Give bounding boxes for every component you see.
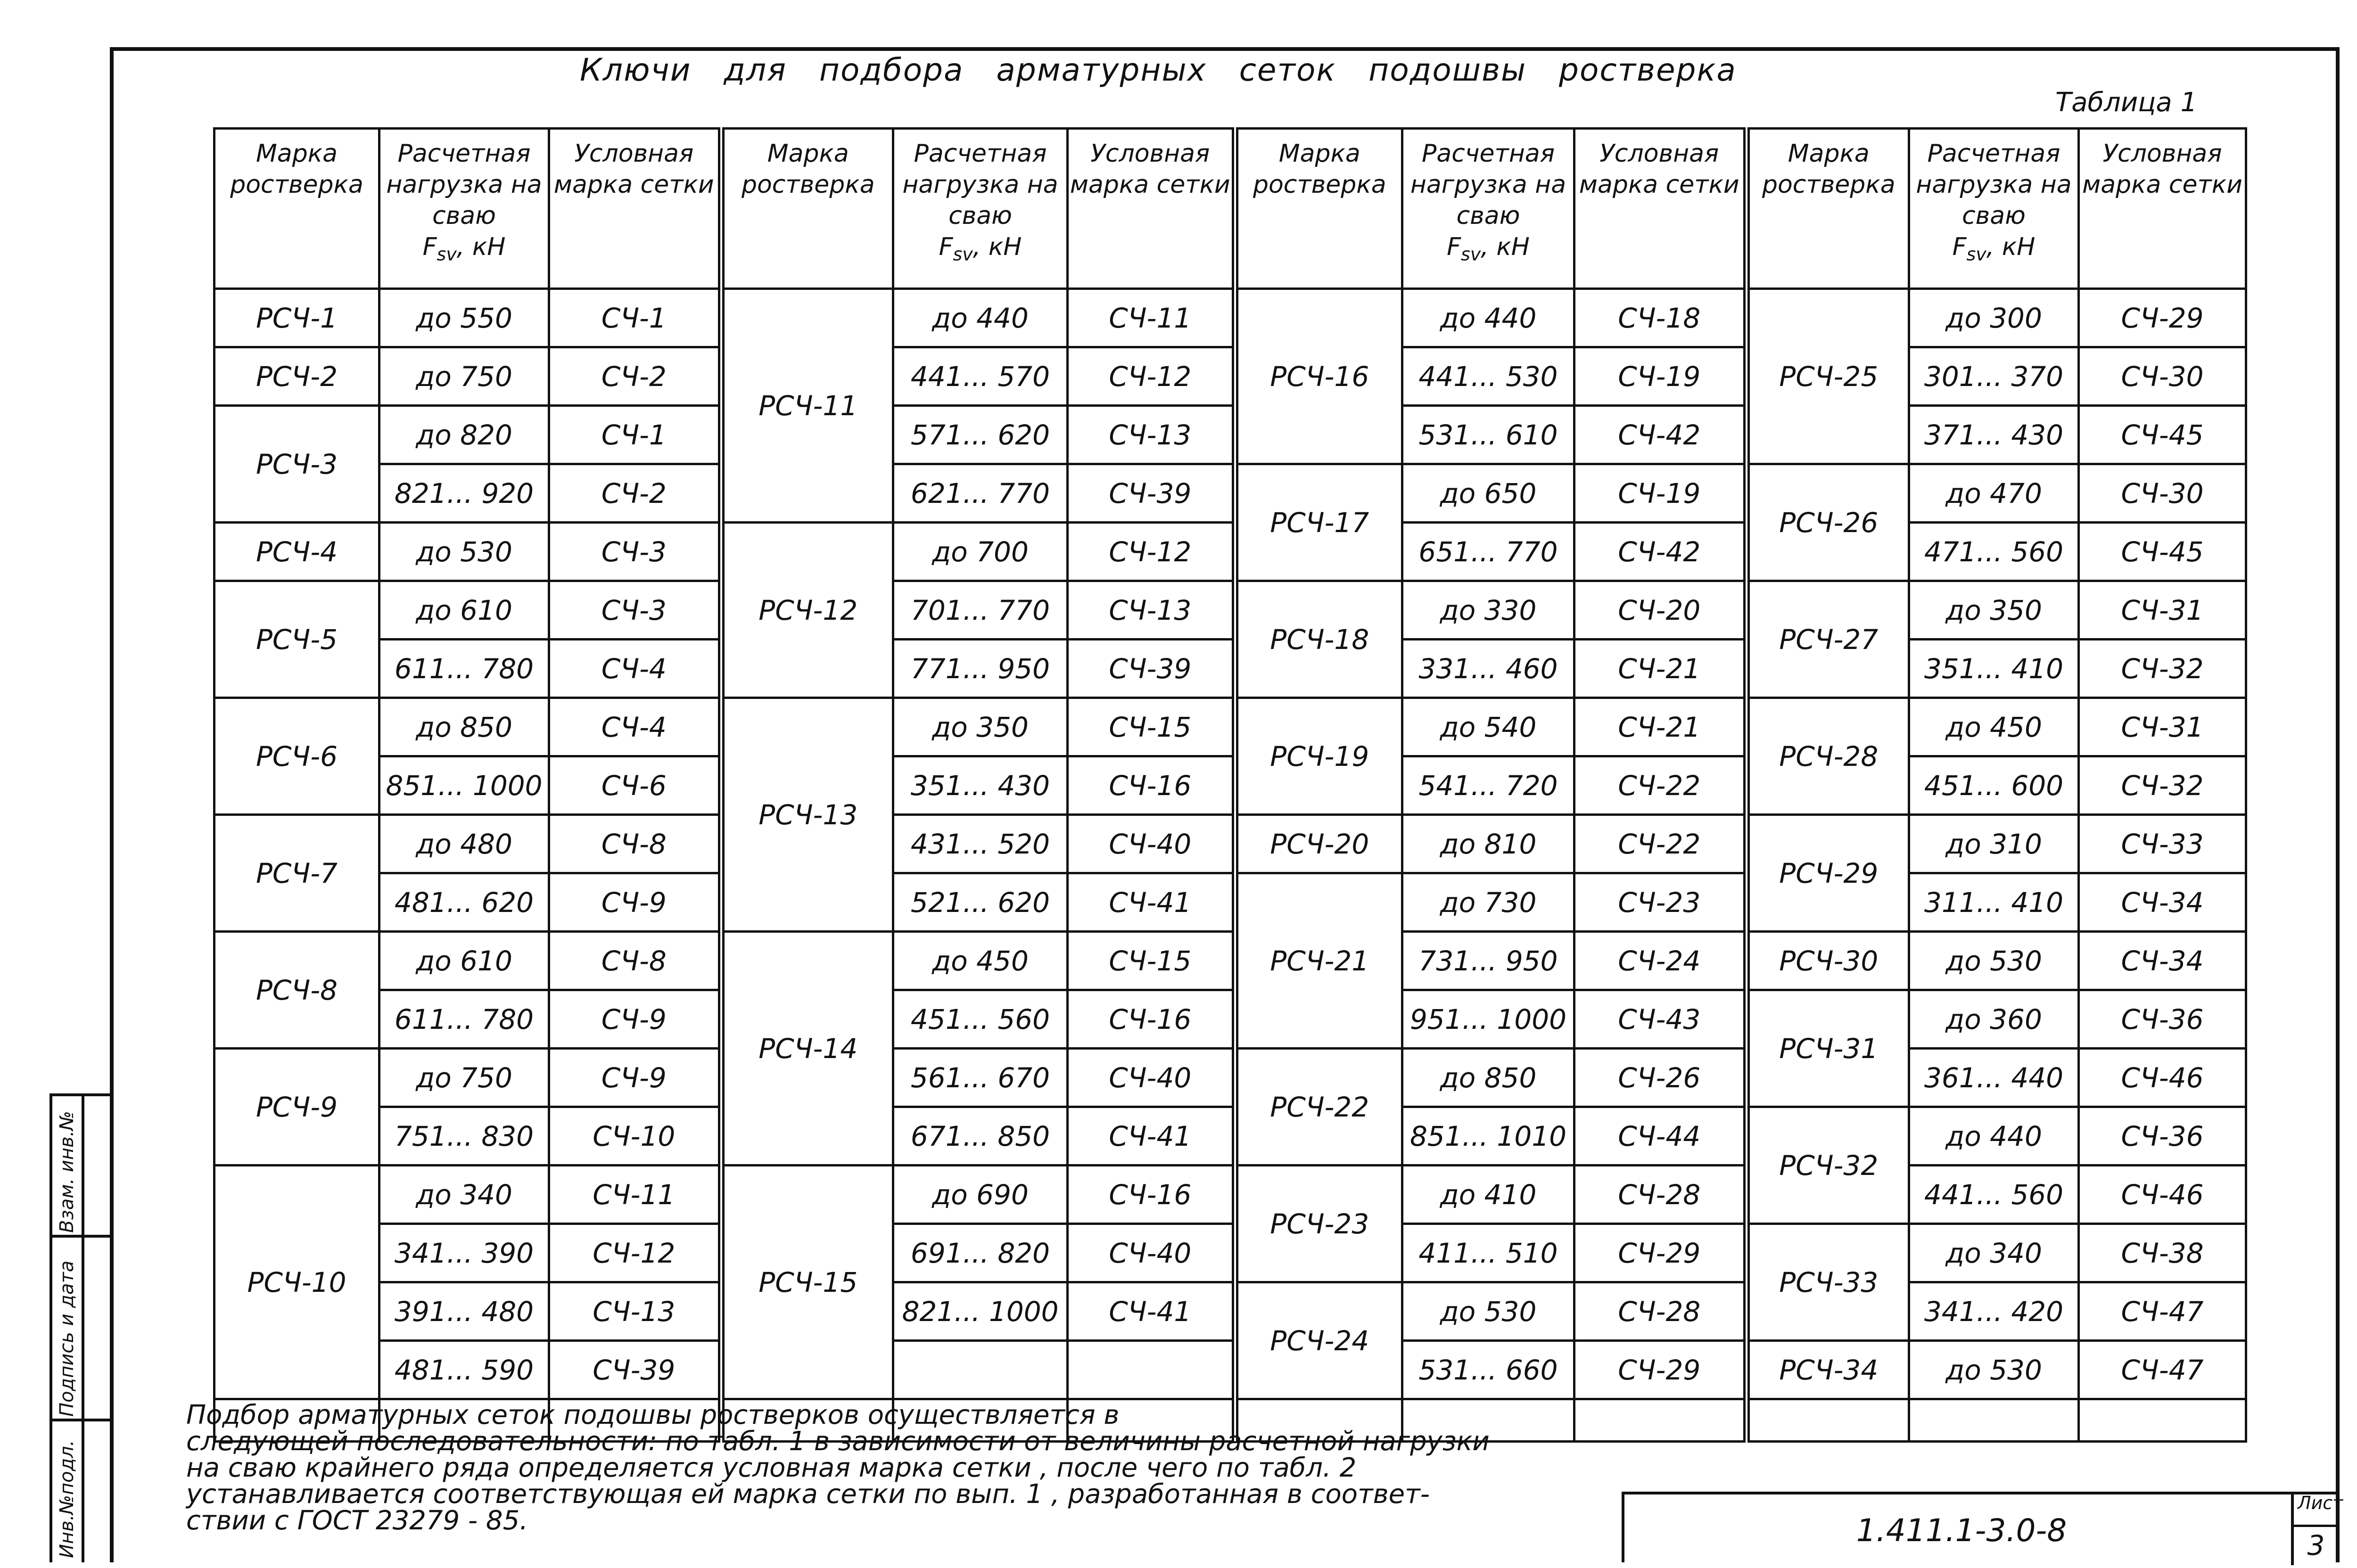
header-mesh-label: Условная марка сетки xyxy=(553,140,714,199)
mesh-cell: СЧ-22 xyxy=(1574,756,1747,815)
load-cell: 561... 670 xyxy=(893,1049,1068,1107)
side-replaced-inv: Взам. инв.№ xyxy=(56,1111,78,1233)
load-cell: до 330 xyxy=(1402,581,1574,640)
load-cell: до 850 xyxy=(379,698,549,756)
note-line: на сваю крайнего ряда определяется условная марка сетки , после чего по табл. 2 xyxy=(186,1453,1357,1483)
mark-cell: РСЧ-27 xyxy=(1747,581,1909,698)
load-cell: до 810 xyxy=(1402,815,1574,873)
table-row xyxy=(214,1224,2246,1282)
load-cell: 611... 780 xyxy=(379,990,549,1049)
mark-cell: РСЧ-14 xyxy=(721,932,893,1166)
load-cell: 851... 1010 xyxy=(1402,1107,1574,1166)
mark-cell: РСЧ-3 xyxy=(214,406,379,523)
mesh-cell: СЧ-40 xyxy=(1068,1224,1235,1282)
header-cell xyxy=(1068,129,1235,289)
load-unit: , кН xyxy=(972,233,1022,261)
mark-cell: РСЧ-13 xyxy=(721,698,893,932)
mesh-cell: СЧ-36 xyxy=(2079,990,2246,1049)
mesh-cell: СЧ-12 xyxy=(1068,523,1235,581)
table-row xyxy=(214,873,2246,932)
mesh-cell: СЧ-20 xyxy=(1574,581,1747,640)
mark-cell: РСЧ-31 xyxy=(1747,990,1909,1107)
mesh-cell xyxy=(1068,1341,1235,1399)
load-cell: до 650 xyxy=(1402,464,1574,523)
header-cell xyxy=(721,129,893,289)
mark-cell: РСЧ-29 xyxy=(1747,815,1909,932)
load-cell: до 340 xyxy=(1909,1224,2079,1282)
load-cell: 571... 620 xyxy=(893,406,1068,464)
mark-cell: РСЧ-10 xyxy=(214,1166,379,1399)
load-cell: до 360 xyxy=(1909,990,2079,1049)
load-cell: 471... 560 xyxy=(1909,523,2079,581)
load-cell: до 610 xyxy=(379,581,549,640)
mark-cell: РСЧ-7 xyxy=(214,815,379,932)
mesh-cell: СЧ-13 xyxy=(549,1282,721,1341)
mesh-cell: СЧ-30 xyxy=(2079,464,2246,523)
mesh-cell: СЧ-32 xyxy=(2079,640,2246,698)
load-cell: 431... 520 xyxy=(893,815,1068,873)
mesh-cell: СЧ-45 xyxy=(2079,406,2246,464)
mark-cell: РСЧ-12 xyxy=(721,523,893,698)
mark-cell: РСЧ-32 xyxy=(1747,1107,1909,1224)
mesh-cell: СЧ-39 xyxy=(1068,640,1235,698)
table-row xyxy=(214,289,2246,347)
load-cell: до 300 xyxy=(1909,289,2079,347)
mesh-cell xyxy=(2079,1399,2246,1442)
load-cell: 771... 950 xyxy=(893,640,1068,698)
mesh-cell: СЧ-31 xyxy=(2079,698,2246,756)
mesh-cell: СЧ-41 xyxy=(1068,1282,1235,1341)
sheet-number: 3 xyxy=(2307,1529,2325,1561)
load-cell: 301... 370 xyxy=(1909,347,2079,406)
document-title: Ключи для подбора арматурных сеток подошвы ростверка xyxy=(580,52,1737,88)
mesh-cell: СЧ-1 xyxy=(549,406,721,464)
mark-cell: РСЧ-15 xyxy=(721,1166,893,1399)
load-subscript: sv xyxy=(437,244,457,265)
mesh-cell: СЧ-28 xyxy=(1574,1282,1747,1341)
load-cell: до 690 xyxy=(893,1166,1068,1224)
load-cell: 521... 620 xyxy=(893,873,1068,932)
table-row xyxy=(214,581,2246,640)
mesh-cell: СЧ-23 xyxy=(1574,873,1747,932)
mark-cell xyxy=(1747,1399,1909,1442)
mesh-cell: СЧ-9 xyxy=(549,873,721,932)
mesh-cell: СЧ-29 xyxy=(1574,1224,1747,1282)
sheet-divider xyxy=(2294,1525,2338,1527)
mark-cell: РСЧ-2 xyxy=(214,347,379,406)
load-cell: 621... 770 xyxy=(893,464,1068,523)
load-cell: 751... 830 xyxy=(379,1107,549,1166)
title-block xyxy=(1622,1492,2343,1562)
mesh-cell: СЧ-42 xyxy=(1574,523,1747,581)
load-cell: до 730 xyxy=(1402,873,1574,932)
load-symbol: F xyxy=(1447,233,1461,261)
table-row xyxy=(214,756,2246,815)
header-load-label: Расчетная нагрузка на сваю xyxy=(386,140,542,230)
load-cell: до 530 xyxy=(1909,932,2079,990)
side-cell-signature xyxy=(52,1238,110,1421)
mesh-cell: СЧ-46 xyxy=(2079,1166,2246,1224)
load-cell: 821... 920 xyxy=(379,464,549,523)
header-load-label: Расчетная нагрузка на сваю xyxy=(1410,140,1566,230)
mesh-cell: СЧ-16 xyxy=(1068,1166,1235,1224)
load-cell: 341... 390 xyxy=(379,1224,549,1282)
load-cell: до 530 xyxy=(1402,1282,1574,1341)
mesh-cell: СЧ-6 xyxy=(549,756,721,815)
load-cell: 481... 590 xyxy=(379,1341,549,1399)
header-cell xyxy=(1402,129,1574,289)
header-cell xyxy=(549,129,721,289)
mesh-cell: СЧ-47 xyxy=(2079,1341,2246,1399)
mark-cell: РСЧ-19 xyxy=(1235,698,1402,815)
load-cell: до 540 xyxy=(1402,698,1574,756)
mark-cell: РСЧ-23 xyxy=(1235,1166,1402,1282)
side-cell-replaced xyxy=(52,1096,110,1238)
load-cell xyxy=(893,1341,1068,1399)
mark-cell: РСЧ-5 xyxy=(214,581,379,698)
load-cell: 451... 600 xyxy=(1909,756,2079,815)
mesh-cell: СЧ-15 xyxy=(1068,698,1235,756)
mesh-cell: СЧ-16 xyxy=(1068,990,1235,1049)
load-cell: 351... 430 xyxy=(893,756,1068,815)
load-cell: 531... 660 xyxy=(1402,1341,1574,1399)
mesh-cell: СЧ-34 xyxy=(2079,932,2246,990)
load-symbol: F xyxy=(1952,233,1967,261)
mesh-cell: СЧ-8 xyxy=(549,932,721,990)
load-cell: 361... 440 xyxy=(1909,1049,2079,1107)
mark-cell: РСЧ-17 xyxy=(1235,464,1402,581)
mesh-cell: СЧ-4 xyxy=(549,640,721,698)
load-subscript: sv xyxy=(1966,244,1986,265)
mark-cell: РСЧ-4 xyxy=(214,523,379,581)
mesh-cell: СЧ-40 xyxy=(1068,1049,1235,1107)
load-cell: до 480 xyxy=(379,815,549,873)
mesh-cell: СЧ-11 xyxy=(549,1166,721,1224)
load-cell: до 820 xyxy=(379,406,549,464)
mark-cell: РСЧ-21 xyxy=(1235,873,1402,1049)
note-line: Подбор арматурных сеток подошвы ростверков осуществляется в xyxy=(186,1400,1120,1430)
mesh-cell: СЧ-12 xyxy=(549,1224,721,1282)
load-cell: до 850 xyxy=(1402,1049,1574,1107)
mark-cell: РСЧ-6 xyxy=(214,698,379,815)
mesh-cell: СЧ-47 xyxy=(2079,1282,2246,1341)
note-line: ствии с ГОСТ 23279 - 85. xyxy=(186,1505,528,1536)
mesh-cell: СЧ-41 xyxy=(1068,873,1235,932)
table-row xyxy=(214,1341,2246,1399)
load-unit: , кН xyxy=(1986,233,2036,261)
load-cell: 691... 820 xyxy=(893,1224,1068,1282)
load-cell xyxy=(1909,1399,2079,1442)
header-cell xyxy=(1909,129,2079,289)
mesh-cell: СЧ-11 xyxy=(1068,289,1235,347)
table-row xyxy=(214,523,2246,581)
mark-cell: РСЧ-33 xyxy=(1747,1224,1909,1341)
note-line: следующей последовательности: по табл. 1 в зависимости от величины расчетной нагрузки xyxy=(186,1426,1490,1457)
load-cell: до 310 xyxy=(1909,815,2079,873)
load-cell: 411... 510 xyxy=(1402,1224,1574,1282)
mesh-cell: СЧ-33 xyxy=(2079,815,2246,873)
mesh-cell: СЧ-2 xyxy=(549,347,721,406)
mesh-cell: СЧ-41 xyxy=(1068,1107,1235,1166)
sheet-box xyxy=(2291,1492,2343,1565)
load-unit: , кН xyxy=(456,233,506,261)
mesh-cell: СЧ-3 xyxy=(549,581,721,640)
mesh-cell: СЧ-29 xyxy=(2079,289,2246,347)
load-cell: 541... 720 xyxy=(1402,756,1574,815)
mesh-cell: СЧ-4 xyxy=(549,698,721,756)
load-cell: до 340 xyxy=(379,1166,549,1224)
mesh-cell: СЧ-40 xyxy=(1068,815,1235,873)
header-mark-label: Марка ростверка xyxy=(230,140,363,199)
mesh-cell: СЧ-38 xyxy=(2079,1224,2246,1282)
mesh-cell: СЧ-45 xyxy=(2079,523,2246,581)
table-row xyxy=(214,815,2246,873)
load-cell: 821... 1000 xyxy=(893,1282,1068,1341)
mark-cell: РСЧ-30 xyxy=(1747,932,1909,990)
mesh-cell: СЧ-13 xyxy=(1068,581,1235,640)
mesh-cell: СЧ-43 xyxy=(1574,990,1747,1049)
mesh-selection-table xyxy=(213,127,2247,1443)
mesh-cell: СЧ-21 xyxy=(1574,640,1747,698)
mesh-cell: СЧ-31 xyxy=(2079,581,2246,640)
mark-cell: РСЧ-11 xyxy=(721,289,893,523)
mesh-cell: СЧ-18 xyxy=(1574,289,1747,347)
table-row xyxy=(214,990,2246,1049)
mesh-cell: СЧ-28 xyxy=(1574,1166,1747,1224)
load-cell: 651... 770 xyxy=(1402,523,1574,581)
header-cell xyxy=(214,129,379,289)
mark-cell: РСЧ-22 xyxy=(1235,1049,1402,1166)
side-stamp xyxy=(49,1093,110,1562)
load-cell: 481... 620 xyxy=(379,873,549,932)
mesh-cell: СЧ-19 xyxy=(1574,464,1747,523)
side-signature-date: Подпись и дата xyxy=(56,1260,78,1417)
mesh-cell: СЧ-16 xyxy=(1068,756,1235,815)
mesh-cell: СЧ-19 xyxy=(1574,347,1747,406)
load-cell: до 610 xyxy=(379,932,549,990)
load-cell: до 530 xyxy=(1909,1341,2079,1399)
mark-cell: РСЧ-8 xyxy=(214,932,379,1049)
side-inv-no: Инв.№подл. xyxy=(56,1440,78,1558)
header-load-label: Расчетная нагрузка на сваю xyxy=(1916,140,2072,230)
load-cell: до 450 xyxy=(893,932,1068,990)
header-cell xyxy=(1235,129,1402,289)
mark-cell: РСЧ-1 xyxy=(214,289,379,347)
table-row xyxy=(214,1166,2246,1224)
load-cell: до 470 xyxy=(1909,464,2079,523)
mesh-cell: СЧ-2 xyxy=(549,464,721,523)
load-cell: 851... 1000 xyxy=(379,756,549,815)
mark-cell: РСЧ-24 xyxy=(1235,1282,1402,1399)
table-row xyxy=(214,698,2246,756)
mesh-cell: СЧ-12 xyxy=(1068,347,1235,406)
header-mark-label: Марка ростверка xyxy=(741,140,875,199)
load-cell: до 750 xyxy=(379,347,549,406)
note-line: устанавливается соответствующая ей марка сетки по вып. 1 , разработанная в соответ- xyxy=(186,1479,1430,1510)
load-cell: 351... 410 xyxy=(1909,640,2079,698)
table-header-row xyxy=(214,129,2246,289)
header-load-label: Расчетная нагрузка на сваю xyxy=(902,140,1058,230)
mesh-cell: СЧ-46 xyxy=(2079,1049,2246,1107)
load-cell: 331... 460 xyxy=(1402,640,1574,698)
mark-cell: РСЧ-16 xyxy=(1235,289,1402,464)
mark-cell: РСЧ-34 xyxy=(1747,1341,1909,1399)
load-symbol: F xyxy=(939,233,953,261)
mark-cell: РСЧ-18 xyxy=(1235,581,1402,698)
mesh-cell: СЧ-30 xyxy=(2079,347,2246,406)
mesh-cell: СЧ-26 xyxy=(1574,1049,1747,1107)
mesh-cell: СЧ-9 xyxy=(549,990,721,1049)
mesh-cell: СЧ-36 xyxy=(2079,1107,2246,1166)
side-cell-inv xyxy=(52,1421,110,1563)
load-cell: до 440 xyxy=(893,289,1068,347)
mesh-cell: СЧ-15 xyxy=(1068,932,1235,990)
header-mesh-label: Условная марка сетки xyxy=(1579,140,1739,199)
load-cell: до 530 xyxy=(379,523,549,581)
header-cell xyxy=(893,129,1068,289)
load-cell: до 750 xyxy=(379,1049,549,1107)
load-symbol: F xyxy=(422,233,437,261)
mark-cell: РСЧ-9 xyxy=(214,1049,379,1166)
load-cell: 441... 530 xyxy=(1402,347,1574,406)
mesh-cell: СЧ-44 xyxy=(1574,1107,1747,1166)
mesh-cell: СЧ-13 xyxy=(1068,406,1235,464)
load-subscript: sv xyxy=(1461,244,1481,265)
document-code: 1.411.1-3.0-8 xyxy=(1856,1512,2067,1549)
mesh-cell: СЧ-34 xyxy=(2079,873,2246,932)
mark-cell: РСЧ-28 xyxy=(1747,698,1909,815)
mesh-cell: СЧ-29 xyxy=(1574,1341,1747,1399)
mesh-cell: СЧ-9 xyxy=(549,1049,721,1107)
load-cell: 451... 560 xyxy=(893,990,1068,1049)
load-unit: , кН xyxy=(1481,233,1530,261)
table-row xyxy=(214,406,2246,464)
sheet-label: Лист xyxy=(2298,1493,2343,1513)
table-row xyxy=(214,464,2246,523)
mesh-cell: СЧ-42 xyxy=(1574,406,1747,464)
mesh-cell: СЧ-1 xyxy=(549,289,721,347)
load-cell: 311... 410 xyxy=(1909,873,2079,932)
table-row xyxy=(214,347,2246,406)
load-cell: 341... 420 xyxy=(1909,1282,2079,1341)
header-mark-label: Марка ростверка xyxy=(1253,140,1386,199)
mesh-cell: СЧ-8 xyxy=(549,815,721,873)
load-cell: до 700 xyxy=(893,523,1068,581)
table-row xyxy=(214,932,2246,990)
load-subscript: sv xyxy=(953,244,973,265)
mesh-cell: СЧ-10 xyxy=(549,1107,721,1166)
header-cell xyxy=(1747,129,1909,289)
header-mark-label: Марка ростверка xyxy=(1762,140,1895,199)
load-cell: до 440 xyxy=(1402,289,1574,347)
load-cell: 531... 610 xyxy=(1402,406,1574,464)
table-body xyxy=(214,289,2246,1442)
mesh-cell: СЧ-32 xyxy=(2079,756,2246,815)
load-cell: 701... 770 xyxy=(893,581,1068,640)
header-cell xyxy=(1574,129,1747,289)
load-cell: 671... 850 xyxy=(893,1107,1068,1166)
table-row xyxy=(214,1049,2246,1107)
table-row xyxy=(214,1107,2246,1166)
mesh-cell: СЧ-39 xyxy=(1068,464,1235,523)
load-cell: 611... 780 xyxy=(379,640,549,698)
mark-cell: РСЧ-25 xyxy=(1747,289,1909,464)
header-mesh-label: Условная марка сетки xyxy=(1070,140,1230,199)
table-label: Таблица 1 xyxy=(2055,87,2198,118)
load-cell: до 550 xyxy=(379,289,549,347)
table-row xyxy=(214,1282,2246,1341)
header-cell xyxy=(2079,129,2246,289)
table-row xyxy=(214,640,2246,698)
load-cell: 441... 570 xyxy=(893,347,1068,406)
load-cell: 371... 430 xyxy=(1909,406,2079,464)
load-cell: до 350 xyxy=(893,698,1068,756)
load-cell: до 450 xyxy=(1909,698,2079,756)
selection-note xyxy=(186,1402,1624,1534)
load-cell: до 410 xyxy=(1402,1166,1574,1224)
mesh-cell: СЧ-22 xyxy=(1574,815,1747,873)
mark-cell: РСЧ-26 xyxy=(1747,464,1909,581)
header-cell xyxy=(379,129,549,289)
mesh-cell: СЧ-3 xyxy=(549,523,721,581)
load-cell: 951... 1000 xyxy=(1402,990,1574,1049)
load-cell: до 350 xyxy=(1909,581,2079,640)
mesh-cell: СЧ-24 xyxy=(1574,932,1747,990)
mesh-cell: СЧ-39 xyxy=(549,1341,721,1399)
load-cell: до 440 xyxy=(1909,1107,2079,1166)
mark-cell: РСЧ-20 xyxy=(1235,815,1402,873)
mesh-cell: СЧ-21 xyxy=(1574,698,1747,756)
header-mesh-label: Условная марка сетки xyxy=(2082,140,2242,199)
load-cell: 441... 560 xyxy=(1909,1166,2079,1224)
load-cell: 391... 480 xyxy=(379,1282,549,1341)
load-cell: 731... 950 xyxy=(1402,932,1574,990)
